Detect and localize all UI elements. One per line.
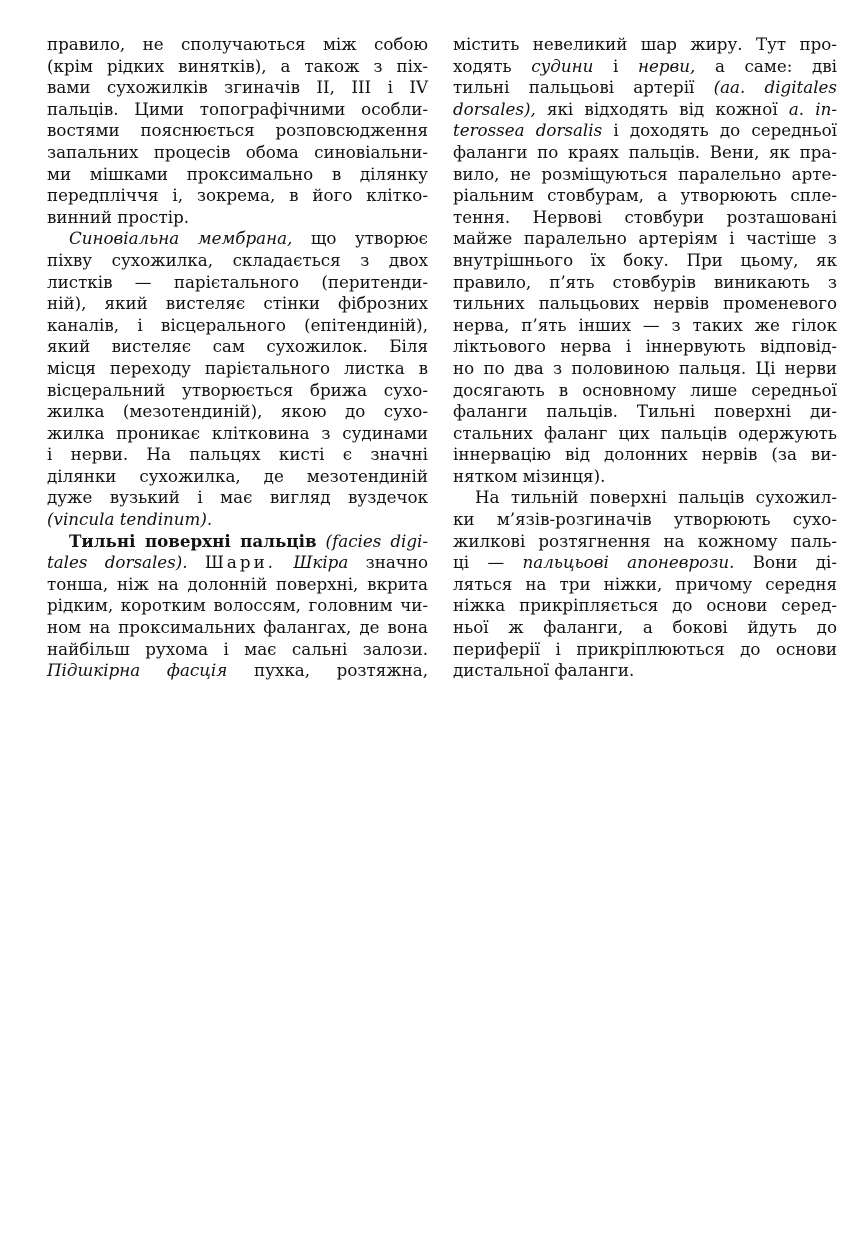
text-line	[453, 466, 837, 488]
text-line	[47, 595, 428, 617]
text-segment: ном на проксимальних фалангах, де вона	[47, 617, 428, 638]
text-line	[453, 509, 837, 531]
text-segment: піхву сухожилка, складається з двох	[47, 249, 428, 270]
text-segment: На тильній поверхні пальців сухожил-	[475, 487, 837, 508]
text-segment: тильних пальцьових нервів променевого	[453, 293, 837, 314]
text-segment: нерва, п’ять інших — з таких же гілок	[453, 314, 837, 335]
text-line	[47, 401, 428, 423]
text-line	[47, 531, 428, 553]
text-segment: винний простір.	[47, 206, 190, 227]
text-segment: і нерви. На пальцях кисті є значні	[47, 444, 428, 465]
text-line	[47, 99, 428, 121]
text-segment: Підшкірна фасція	[47, 660, 228, 681]
text-segment: вило, не розміщуються паралельно арте-	[453, 163, 837, 184]
text-segment: тильні пальцьові артерії	[453, 77, 714, 98]
text-segment: но по два з половиною пальця. Ці нерви	[453, 357, 837, 378]
text-segment: передпліччя і, зокрема, в його клітко-	[47, 185, 428, 206]
text-line	[453, 336, 837, 358]
text-line	[47, 574, 428, 596]
text-segment: Вони ді-	[734, 552, 837, 573]
text-line	[47, 466, 428, 488]
text-line	[47, 250, 428, 272]
text-line	[453, 272, 837, 294]
text-segment: і	[593, 55, 638, 76]
text-segment: судини	[531, 55, 594, 76]
text-segment: (vincula tendinum).	[47, 509, 213, 530]
text-segment: ляться на три ніжки, причому середня	[453, 573, 837, 594]
text-line	[47, 56, 428, 78]
text-line	[453, 380, 837, 402]
text-segment: містить невеликий шар жиру. Тут про-	[453, 34, 837, 54]
text-segment: пухка, розтяжна,	[227, 660, 429, 681]
text-segment: востями пояснюється розповсюдження	[47, 120, 428, 141]
text-segment: жилкові розтягнення на кожному паль-	[453, 530, 837, 551]
text-segment: який вистеляє сам сухожилок. Біля	[47, 336, 428, 357]
text-line	[47, 487, 428, 509]
text-segment: місця переходу парієтального листка в	[47, 357, 428, 378]
text-segment: ріальним стовбурам, а утворюють спле-	[453, 185, 837, 206]
text-segment: a. in-	[788, 98, 837, 119]
text-segment: пальцьові апоневрози.	[522, 552, 735, 573]
text-segment: ділянки сухожилка, де мезотендиній	[47, 465, 428, 486]
text-line	[453, 99, 837, 121]
text-segment: Шкіра	[293, 552, 349, 573]
text-line	[453, 185, 837, 207]
text-segment: ки м’язів-розгиначів утворюють сухо-	[453, 509, 837, 530]
text-segment: дистальної фаланги.	[453, 660, 635, 681]
text-segment: вами сухожилків згиначів II, III і IV	[47, 77, 428, 98]
text-line	[453, 142, 837, 164]
text-line	[453, 531, 837, 553]
text-segment: іннервацію від долонних нервів (за ви-	[453, 444, 837, 465]
text-segment: найбільш рухома і має сальні залози.	[47, 638, 428, 659]
text-segment: ній), який вистеляє стінки фіброзних	[47, 293, 428, 314]
text-line	[47, 164, 428, 186]
text-line	[453, 56, 837, 78]
text-line	[453, 423, 837, 445]
text-segment: ньої ж фаланги, а бокові йдуть до	[453, 617, 837, 638]
text-segment: Шари.	[204, 552, 276, 573]
text-segment: периферії і прикріплюються до основи	[453, 638, 837, 659]
text-segment: фаланги по краях пальців. Вени, як пра-	[453, 141, 837, 162]
text-segment: tales dorsales).	[47, 552, 188, 573]
text-line	[47, 272, 428, 294]
text-line	[47, 358, 428, 380]
text-segment: правило, п’ять стовбурів виникають з	[453, 271, 837, 292]
text-segment: нятком мізинця).	[453, 465, 606, 486]
text-line	[453, 617, 837, 639]
text-line	[47, 617, 428, 639]
text-segment: і доходять до середньої	[602, 120, 837, 141]
text-line	[47, 660, 428, 682]
text-segment: ходять	[453, 55, 532, 76]
text-segment: вісцеральний утворюється брижа сухо-	[47, 379, 428, 400]
text-segment: нерви,	[637, 55, 696, 76]
text-line	[47, 509, 428, 531]
text-segment: жилка (мезотендиній), якою до сухо-	[47, 401, 428, 422]
text-segment: пальців. Цими топографічними особли-	[47, 98, 428, 119]
text-segment	[188, 552, 205, 572]
text-line	[47, 142, 428, 164]
text-segment: стальних фаланг цих пальців одержують	[453, 422, 837, 443]
text-line	[453, 77, 837, 99]
text-segment: ліктьового нерва і іннервують відповід-	[453, 336, 837, 357]
text-segment: тення. Нервові стовбури розташовані	[453, 206, 837, 227]
text-segment: внутрішнього їх боку. При цьому, як	[453, 249, 837, 270]
text-line	[453, 250, 837, 272]
text-segment: дуже вузький і має вигляд вуздечок	[47, 487, 428, 508]
text-line	[453, 228, 837, 250]
text-line	[453, 293, 837, 315]
text-line	[453, 660, 837, 682]
text-line	[453, 552, 837, 574]
text-line	[47, 444, 428, 466]
text-segment: жилка проникає клітковина з судинами	[47, 422, 428, 443]
text-line	[453, 639, 837, 661]
text-line	[453, 574, 837, 596]
text-line	[47, 336, 428, 358]
text-segment: майже паралельно артеріям і частіше з	[453, 228, 837, 249]
text-segment: Синовіальна мембрана,	[69, 228, 293, 249]
text-line	[47, 185, 428, 207]
text-line	[47, 293, 428, 315]
text-line	[47, 120, 428, 142]
text-segment: (aa. digitales	[713, 77, 837, 98]
text-segment: terossea dorsalis	[453, 120, 603, 141]
text-line	[47, 552, 428, 574]
right-text-column	[453, 34, 837, 682]
text-segment: ніжка прикріпляється до основи серед-	[453, 595, 837, 616]
text-line	[453, 595, 837, 617]
left-text-column	[47, 34, 428, 682]
text-line	[47, 315, 428, 337]
text-segment: запальних процесів обома синовіальни-	[47, 141, 428, 162]
text-line	[453, 34, 837, 56]
text-segment: листків — парієтального (перитенди-	[47, 271, 428, 292]
text-segment: рідким, коротким волоссям, головним чи-	[47, 595, 428, 616]
text-segment: досягають в основному лише середньої	[453, 379, 837, 400]
text-segment: а саме: дві	[695, 55, 837, 76]
text-line	[47, 228, 428, 250]
text-segment: значно	[348, 552, 429, 573]
text-segment: (крім рідких винятків), а також з піх-	[47, 55, 428, 76]
text-line	[453, 358, 837, 380]
text-line	[453, 315, 837, 337]
text-segment: що утворює	[292, 228, 428, 249]
text-segment: dorsales),	[453, 98, 536, 119]
text-segment	[276, 552, 293, 572]
text-segment: фаланги пальців. Тильні поверхні ди-	[453, 401, 837, 422]
text-segment: які відходять від кожної	[535, 98, 789, 119]
text-line	[453, 444, 837, 466]
text-segment: правило, не сполучаються між собою	[47, 34, 428, 54]
text-line	[453, 207, 837, 229]
text-segment: каналів, і вісцерального (епітендиній),	[47, 314, 428, 335]
text-line	[453, 487, 837, 509]
text-line	[47, 423, 428, 445]
text-line	[453, 401, 837, 423]
text-segment: тонша, ніж на долонній поверхні, вкрита	[47, 573, 428, 594]
text-line	[453, 164, 837, 186]
text-segment: ми мішками проксимально в ділянку	[47, 163, 428, 184]
text-line	[47, 380, 428, 402]
text-segment: (facies digi-	[316, 530, 428, 551]
text-segment: ці —	[453, 552, 523, 573]
text-line	[47, 34, 428, 56]
text-segment: Тильні поверхні пальців	[69, 530, 317, 551]
text-line	[47, 207, 428, 229]
text-line	[47, 77, 428, 99]
text-line	[453, 120, 837, 142]
text-line	[47, 639, 428, 661]
